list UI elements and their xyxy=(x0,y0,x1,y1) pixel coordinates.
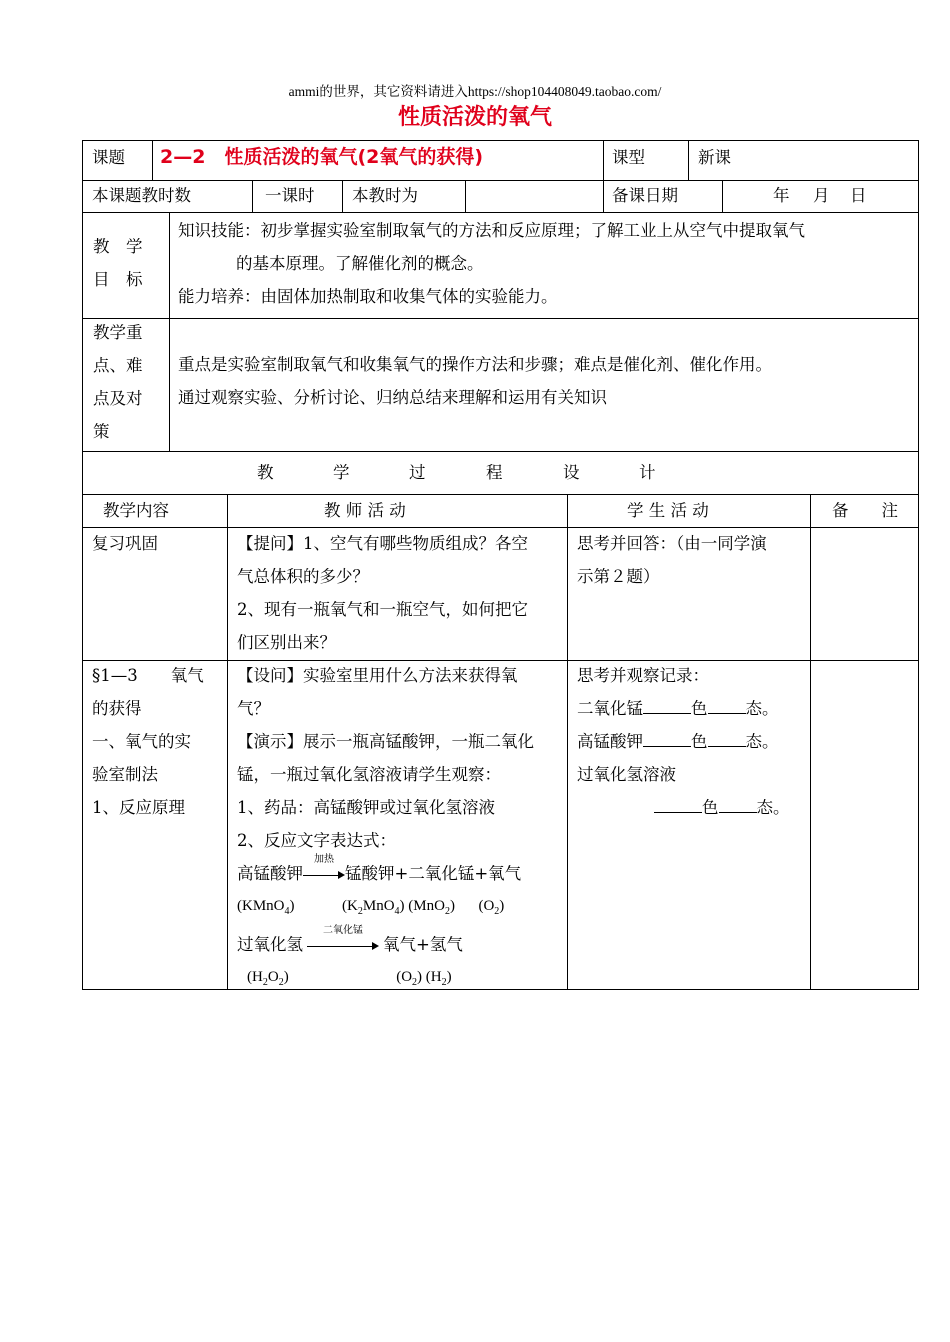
goals-label-line2: 目 标 xyxy=(93,270,143,289)
equation-1-formulas: (KMnO$_4$) $(K_2MnO_4)$ (MnO$_2$) $(O_2)$ xyxy=(237,898,505,917)
formula-sub: 2 xyxy=(278,977,284,988)
review-student-line: 思考并回答：（由一同学演 xyxy=(577,534,767,553)
fill-blank[interactable] xyxy=(719,794,757,813)
section-content-line: §1—3 氧气 xyxy=(92,666,204,685)
observation-3-blanks xyxy=(577,791,790,824)
goals-label-line1: 教 学 xyxy=(93,237,143,256)
col-content: 教学内容 xyxy=(103,501,169,520)
doc-title: 性质活泼的氧气 xyxy=(397,105,552,130)
student-intro: 思考并观察记录： xyxy=(577,666,709,685)
focus-label-line: 策 xyxy=(93,422,110,441)
fill-blank[interactable] xyxy=(708,728,746,747)
focus-line2: 通过观察实验、分析讨论、归纳总结来理解和运用有关知识 xyxy=(178,388,607,407)
col-student: 学 生 活 动 xyxy=(627,501,709,520)
section-teacher-line: 锰，一瓶过氧化氢溶液请学生观察： xyxy=(237,765,501,784)
observation-1 xyxy=(577,692,790,725)
section-content-line: 一、氧气的实 xyxy=(92,732,191,751)
formula-text: O xyxy=(401,969,413,985)
process-title-char: 计 xyxy=(639,463,656,482)
header-note: ammi的世界，其它资料请进入https://shop104408049.taobao.com/ xyxy=(288,84,662,99)
color-word: 色 xyxy=(691,699,708,718)
fill-blank[interactable] xyxy=(654,794,702,813)
topic-label: 课题 xyxy=(92,148,125,167)
section-content-line: 验室制法 xyxy=(92,765,158,784)
formula-sub: 4 xyxy=(284,906,290,917)
topic-value: 2—2 性质活泼的氧气(2氧气的获得) xyxy=(160,146,484,168)
formula-text: MnO xyxy=(362,898,395,914)
review-teacher-line: 们区别出来？ xyxy=(237,633,336,652)
section-content-line: 的获得 xyxy=(92,699,142,718)
review-student xyxy=(577,527,767,593)
prep-date-label: 备课日期 xyxy=(612,186,678,205)
process-title-char: 程 xyxy=(486,463,503,482)
fill-blank[interactable] xyxy=(643,695,691,714)
eq2-products: 氧气+氢气 xyxy=(383,935,463,954)
fill-blank[interactable] xyxy=(643,728,691,747)
observation-2 xyxy=(577,725,790,758)
state-word: 态。 xyxy=(745,732,779,751)
section-content-line: 1、反应原理 xyxy=(92,798,185,817)
formula-text: MnO xyxy=(413,898,445,914)
obs-name: 二氧化锰 xyxy=(577,699,643,718)
eq1-products: 锰酸钾+二氧化锰+氧气 xyxy=(345,864,522,883)
col-teacher: 教 师 活 动 xyxy=(324,501,406,520)
formula-sub: 2 xyxy=(412,977,418,988)
review-teacher-line: 2、现有一瓶氧气和一瓶空气，如何把它 xyxy=(237,600,528,619)
date-month: 月 xyxy=(813,186,830,205)
review-teacher xyxy=(237,527,528,659)
formula-text: H xyxy=(252,969,263,985)
equation-2-formulas: $(H_2O_2)$ $(O_2)$ $(H_2)$ xyxy=(247,969,452,988)
eq1-reactant: 高锰酸钾 xyxy=(237,864,303,883)
formula-sub: 2 xyxy=(262,977,268,988)
focus-label-line: 点及对 xyxy=(93,389,143,408)
formula-sub: 2 xyxy=(444,906,450,917)
eq2-condition: 二氧化锰 xyxy=(323,924,363,936)
review-content: 复习巩固 xyxy=(92,534,158,553)
focus-line1: 重点是实验室制取氧气和收集氧气的操作方法和步骤；难点是催化剂、催化作用。 xyxy=(178,355,772,374)
total-hours-value: 一课时 xyxy=(265,186,315,205)
process-title-char: 设 xyxy=(563,463,580,482)
focus-label-line: 教学重 xyxy=(93,323,143,342)
type-value: 新课 xyxy=(698,148,731,167)
date-day: 日 xyxy=(850,186,867,205)
goals-knowledge-line2: 的基本原理。了解催化剂的概念。 xyxy=(236,254,484,273)
focus-label xyxy=(93,316,143,448)
process-title-char: 教 xyxy=(257,463,274,482)
section-content xyxy=(92,659,204,824)
formula-text: KMnO xyxy=(242,898,285,914)
state-word: 态。 xyxy=(745,699,779,718)
equation-1 xyxy=(237,853,534,890)
goals-ability: 能力培养：由固体加热制取和收集气体的实验能力。 xyxy=(178,287,558,306)
section-teacher-line: 【演示】展示一瓶高锰酸钾，一瓶二氧化 xyxy=(237,732,534,751)
section-teacher-line: 1、药品：高锰酸钾或过氧化氢溶液 xyxy=(237,798,495,817)
section-teacher-line: 【设问】实验室里用什么方法来获得氧 xyxy=(237,666,518,685)
date-year: 年 xyxy=(773,186,790,205)
formula-text: H xyxy=(430,969,442,985)
formula-text: O xyxy=(483,898,495,914)
formula-sub: 4 xyxy=(394,906,400,917)
this-hour-label: 本教时为 xyxy=(352,186,418,205)
focus-label-line: 点、难 xyxy=(93,356,143,375)
goals-label xyxy=(93,230,143,296)
type-label: 课型 xyxy=(612,148,645,167)
total-hours-label: 本课题教时数 xyxy=(92,186,191,205)
review-teacher-line: 气总体积的多少？ xyxy=(237,567,369,586)
review-student-line: 示第２题） xyxy=(577,567,660,586)
observation-3 xyxy=(577,758,790,791)
process-title-char: 学 xyxy=(333,463,350,482)
formula-sub: 2 xyxy=(357,906,363,917)
section-teacher-line: 2、反应文字表达式： xyxy=(237,831,396,850)
eq1-condition: 加热 xyxy=(314,853,334,865)
eq1-arrow xyxy=(303,853,345,884)
col-notes: 备 注 xyxy=(832,501,898,520)
eq2-arrow xyxy=(307,924,379,955)
formula-text: K xyxy=(347,898,358,914)
formula-text: O xyxy=(267,969,279,985)
obs-name: 过氧化氢溶液 xyxy=(577,765,676,784)
color-word: 色 xyxy=(691,732,708,751)
formula-sub: 2 xyxy=(494,906,500,917)
state-word: 态。 xyxy=(756,798,790,817)
formula-sub: 2 xyxy=(441,977,447,988)
equation-2 xyxy=(237,924,534,961)
section-teacher xyxy=(237,659,534,999)
eq2-reactant: 过氧化氢 xyxy=(237,935,303,954)
goals-knowledge-line1: 知识技能：初步掌握实验室制取氧气的方法和反应原理；了解工业上从空气中提取氧气 xyxy=(178,221,805,240)
section-student xyxy=(577,659,790,824)
process-title-char: 过 xyxy=(409,463,426,482)
section-teacher-line: 气？ xyxy=(237,699,270,718)
obs-name: 高锰酸钾 xyxy=(577,732,643,751)
fill-blank[interactable] xyxy=(708,695,746,714)
color-word: 色 xyxy=(702,798,719,817)
review-teacher-line: 【提问】1、空气有哪些物质组成？各空 xyxy=(237,534,528,553)
